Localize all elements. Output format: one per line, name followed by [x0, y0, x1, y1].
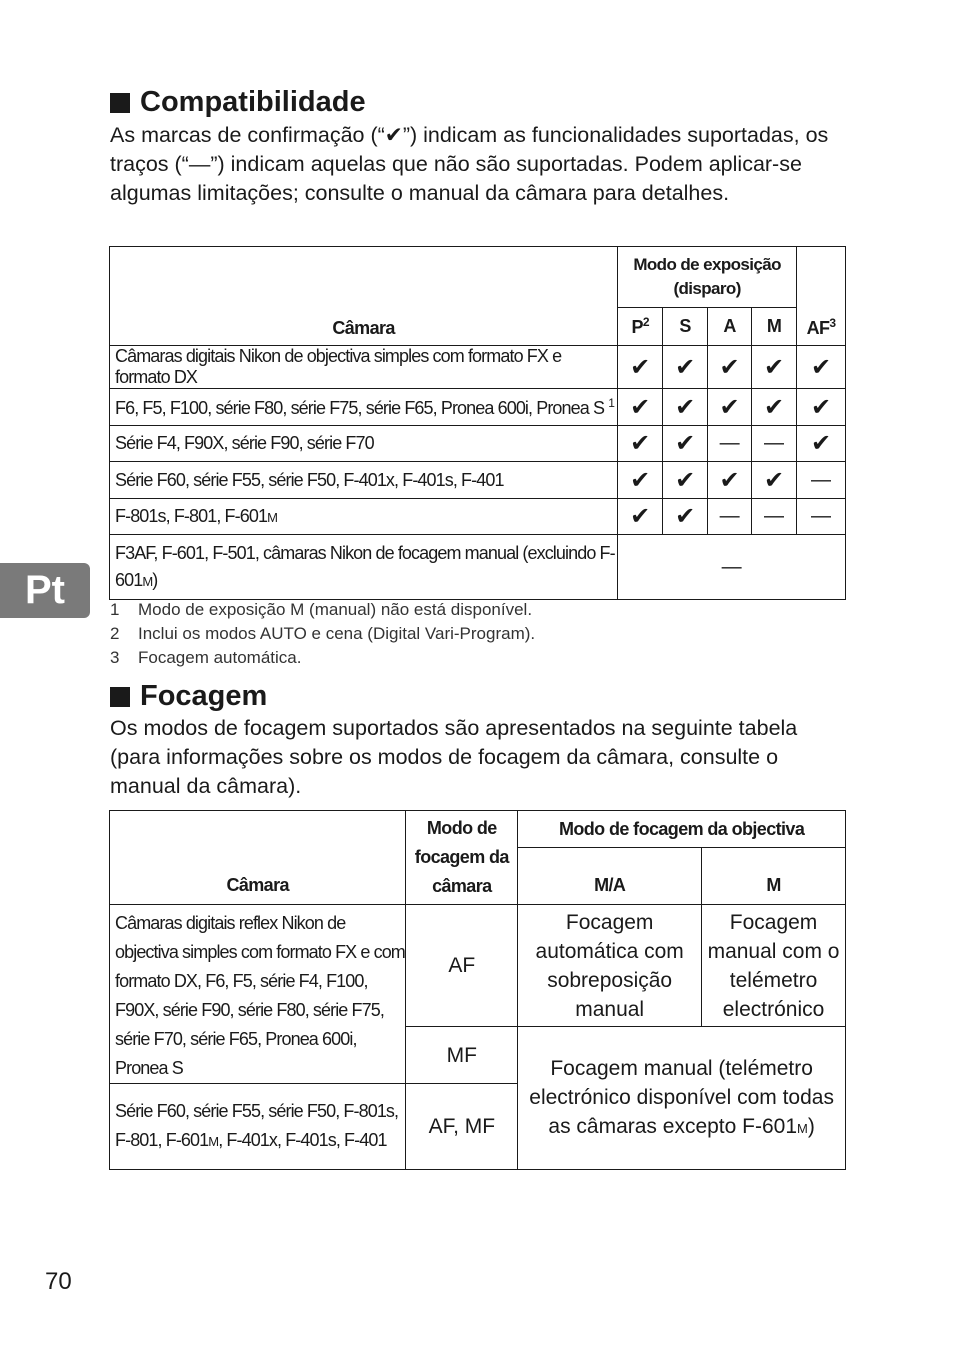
- table-row: [110, 346, 846, 389]
- table-row: [110, 389, 846, 426]
- section-square-icon: [110, 687, 130, 707]
- table-row: [110, 905, 846, 1027]
- table-row: [110, 426, 846, 462]
- header-m: M: [702, 848, 846, 905]
- footnote: 3 Focagem automática.: [110, 648, 302, 667]
- header-s: S: [663, 308, 708, 346]
- check-icon: ✔: [663, 462, 708, 499]
- camera-mode: AF, MF: [406, 1084, 518, 1170]
- compat-section-title: [110, 88, 366, 117]
- row-label: F3AF, F-601, F-501, câmaras Nikon de focagem manual (excluindo F-601M): [110, 535, 618, 600]
- page-number: 70: [45, 1268, 72, 1295]
- table-row: [110, 462, 846, 499]
- table-row: [110, 535, 846, 600]
- header-camera: Câmara: [110, 811, 406, 905]
- dash-mark: —: [752, 426, 797, 462]
- footnote: 2 Inclui os modos AUTO e cena (Digital Vari-Program).: [110, 624, 536, 643]
- check-icon: ✔: [618, 346, 663, 389]
- check-icon: ✔: [752, 462, 797, 499]
- focus-title: Focagem: [140, 680, 268, 712]
- row-label: F-801s, F-801, F-601M: [110, 499, 618, 535]
- check-icon: ✔: [797, 426, 846, 462]
- header-p: $P^2$: [618, 308, 663, 346]
- language-tab: Pt: [0, 563, 90, 618]
- check-icon: ✔: [663, 426, 708, 462]
- header-af: $AF^3$: [797, 247, 846, 346]
- compat-footnotes: [110, 598, 535, 670]
- row-label: F6, F5, F100, série F80, série F75, série F65, Pronea 600i, Pronea S $^1$: [110, 389, 618, 426]
- check-icon: ✔: [708, 462, 752, 499]
- check-icon: ✔: [618, 499, 663, 535]
- row-label: Câmaras digitais reflex Nikon de objectiva simples com formato FX e com formato DX, F6, F5, série F4, F100, F90X, série F90, série F80, série F75, série F70, série F65, Pronea 600i, Pronea S: [110, 905, 406, 1084]
- check-icon: ✔: [752, 389, 797, 426]
- focus-intro: Os modos de focagem suportados são apresentados na seguinte tabela (para informações sobre os modos de focagem da câmara, consulte o manual da câmara).: [110, 716, 798, 798]
- focus-table: [109, 810, 846, 1170]
- dash-mark: —: [797, 499, 846, 535]
- check-icon: ✔: [708, 346, 752, 389]
- dash-mark: —: [708, 499, 752, 535]
- dash-mark: —: [708, 426, 752, 462]
- table-row: [110, 499, 846, 535]
- row-label: Série F4, F90X, série F90, série F70: [110, 426, 618, 462]
- check-icon: ✔: [708, 389, 752, 426]
- check-icon: ✔: [752, 346, 797, 389]
- check-icon: ✔: [797, 346, 846, 389]
- check-icon: ✔: [663, 346, 708, 389]
- camera-mode: AF: [406, 905, 518, 1027]
- row-label: Série F60, série F55, série F50, F-801s, F-801, F-601M, F-401x, F-401s, F-401: [110, 1084, 406, 1170]
- m-mode-text: Focagem manual com o telémetro electrónico: [702, 905, 846, 1027]
- compat-intro: As marcas de confirmação (“✔”) indicam as funcionalidades suportadas, os traços (“—”) indicam aquelas que não são suportadas. Podem aplicar-se algumas limitações; consulte o manual da câmara para detalhes.: [110, 123, 829, 205]
- camera-mode: MF: [406, 1027, 518, 1084]
- row-label: Série F60, série F55, série F50, F-401x, F-401s, F-401: [110, 462, 618, 499]
- check-icon: ✔: [618, 426, 663, 462]
- header-a: A: [708, 308, 752, 346]
- header-camera-mode: Modo de focagem da câmara: [406, 811, 518, 905]
- focus-section-title: [110, 682, 267, 711]
- check-icon: ✔: [663, 499, 708, 535]
- check-icon: ✔: [663, 389, 708, 426]
- header-ma: M/A: [518, 848, 702, 905]
- row-label: Câmaras digitais Nikon de objectiva simples com formato FX e formato DX: [110, 346, 618, 389]
- merged-mode-text: Focagem manual (telémetro electrónico disponível com todas as câmaras excepto F-601M): [518, 1027, 846, 1170]
- check-icon: ✔: [618, 462, 663, 499]
- dash-mark: —: [752, 499, 797, 535]
- header-m: M: [752, 308, 797, 346]
- header-camera: Câmara: [110, 247, 618, 346]
- dash-mark: —: [618, 535, 846, 600]
- check-icon: ✔: [797, 389, 846, 426]
- header-lens-mode: Modo de focagem da objectiva: [518, 811, 846, 848]
- compat-title: Compatibilidade: [140, 86, 366, 118]
- header-exposure: Modo de exposição (disparo): [618, 247, 797, 308]
- check-icon: ✔: [618, 389, 663, 426]
- footnote: 1 Modo de exposição M (manual) não está disponível.: [110, 600, 533, 619]
- dash-mark: —: [797, 462, 846, 499]
- compat-table: [109, 246, 846, 600]
- ma-mode-text: Focagem automática com sobreposição manual: [518, 905, 702, 1027]
- section-square-icon: [110, 93, 130, 113]
